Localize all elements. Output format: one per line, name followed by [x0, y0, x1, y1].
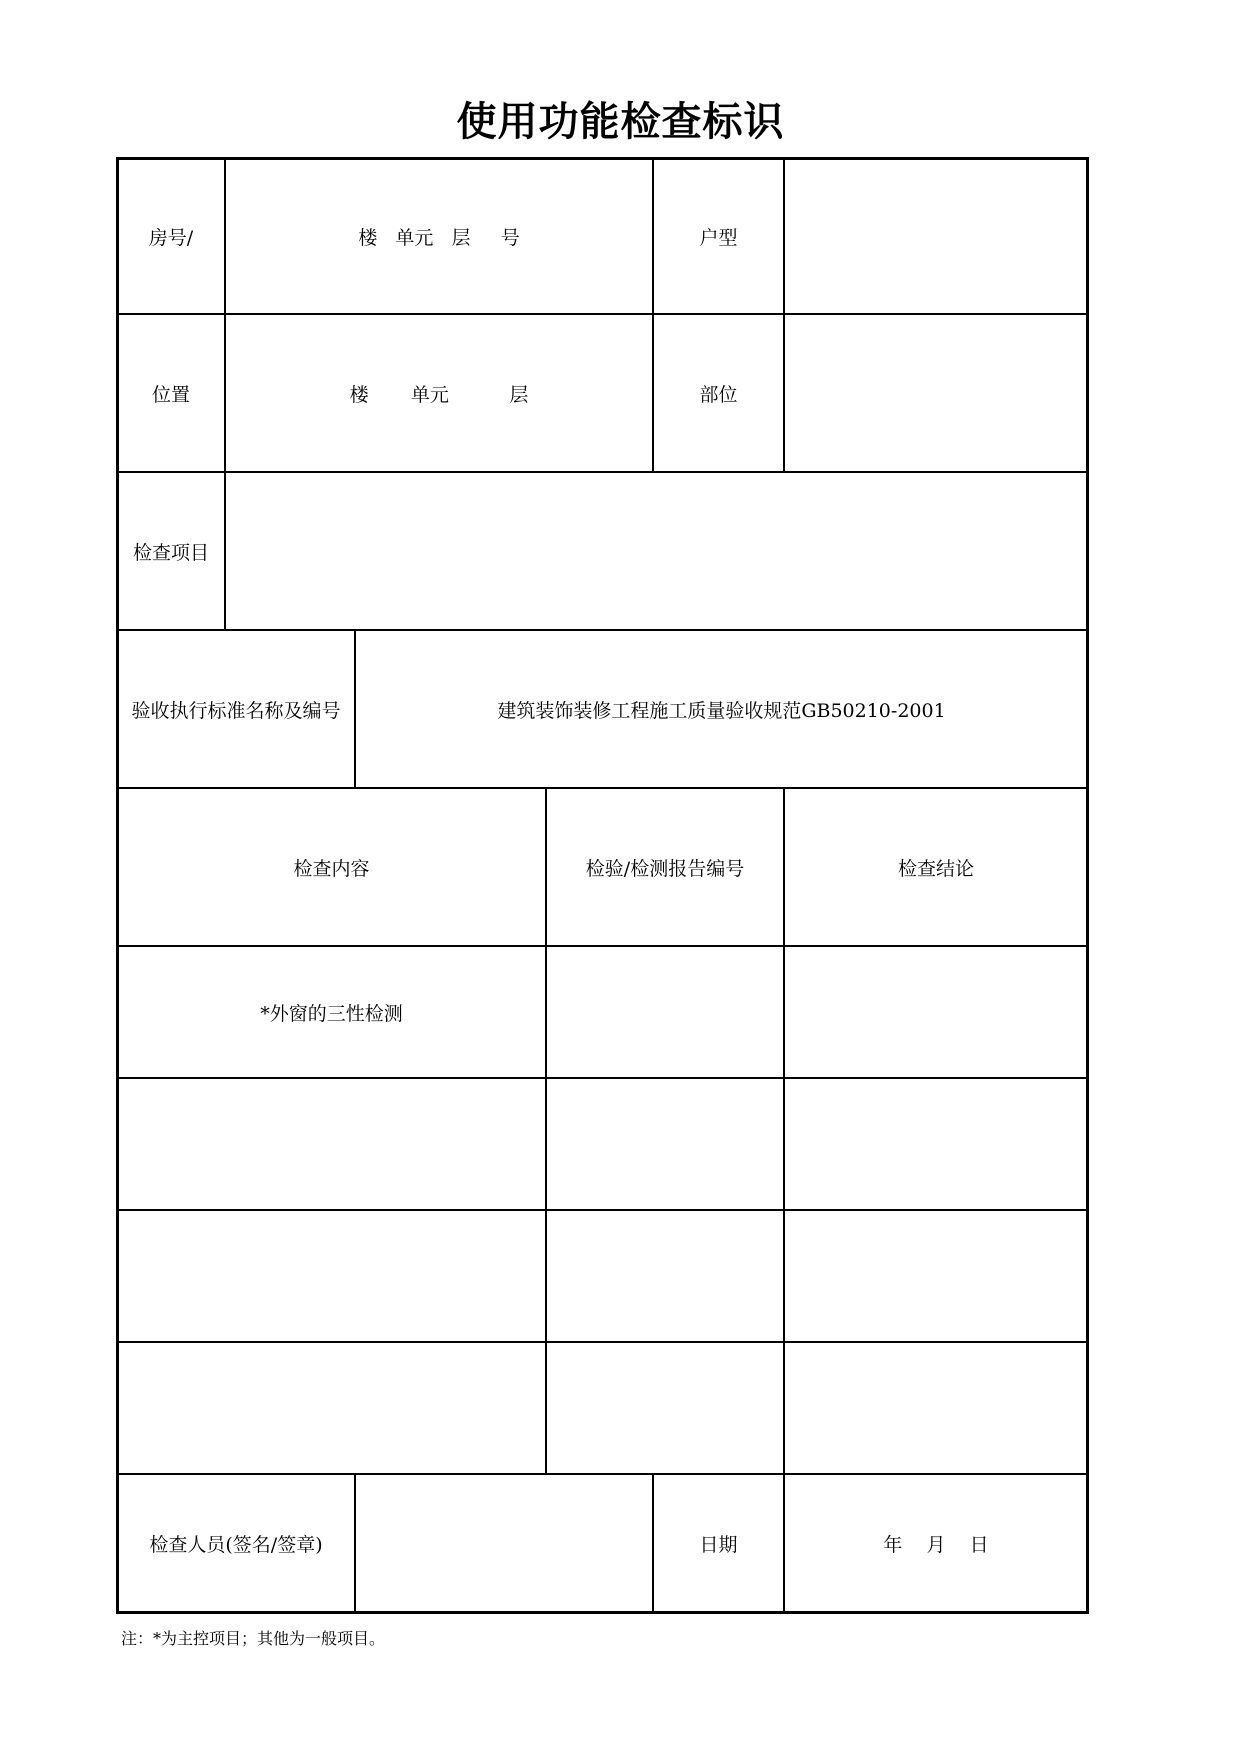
part-field[interactable]: [785, 315, 1087, 471]
table-row-report[interactable]: [547, 1079, 783, 1209]
inspection-item-label: 检查项目: [132, 541, 209, 564]
table-row-content[interactable]: [118, 1079, 545, 1209]
unit-type-label: 户型: [699, 226, 738, 249]
footnote: 注：*为主控项目；其他为一般项目。: [121, 1629, 386, 1648]
part-label: 部位: [699, 383, 738, 406]
unit-type-field[interactable]: [785, 159, 1087, 313]
table-row-conclusion[interactable]: [785, 947, 1087, 1077]
header-report-number: 检验/检测报告编号: [585, 857, 745, 880]
position-field[interactable]: 楼 单元 层: [349, 383, 529, 406]
table-row-conclusion[interactable]: [785, 1343, 1087, 1473]
table-row-report[interactable]: [547, 947, 783, 1077]
table-row-content[interactable]: [118, 1343, 545, 1473]
room-number-label: 房号/: [148, 226, 194, 249]
date-field[interactable]: 年 月 日: [883, 1534, 989, 1556]
standard-field[interactable]: 建筑装饰装修工程施工质量验收规范GB50210-2001: [497, 699, 946, 722]
page-title: 使用功能检查标识: [456, 99, 785, 145]
inspection-item-field[interactable]: [226, 473, 1087, 629]
position-label: 位置: [151, 383, 190, 406]
header-inspection-content: 检查内容: [293, 857, 370, 880]
inspector-signature-field[interactable]: [356, 1475, 652, 1612]
table-row-report[interactable]: [547, 1343, 783, 1473]
table-row-report[interactable]: [547, 1211, 783, 1341]
table-row-conclusion[interactable]: [785, 1211, 1087, 1341]
inspector-signature-label: 检查人员(签名/签章): [149, 1534, 323, 1556]
table-row-content[interactable]: *外窗的三性检测: [260, 1002, 403, 1025]
standard-label: 验收执行标准名称及编号: [131, 699, 341, 722]
date-label: 日期: [699, 1534, 738, 1556]
table-row-content[interactable]: [118, 1211, 545, 1341]
table-row-conclusion[interactable]: [785, 1079, 1087, 1209]
header-conclusion: 检查结论: [897, 857, 974, 880]
room-number-field[interactable]: 楼 单元 层 号: [358, 226, 520, 249]
